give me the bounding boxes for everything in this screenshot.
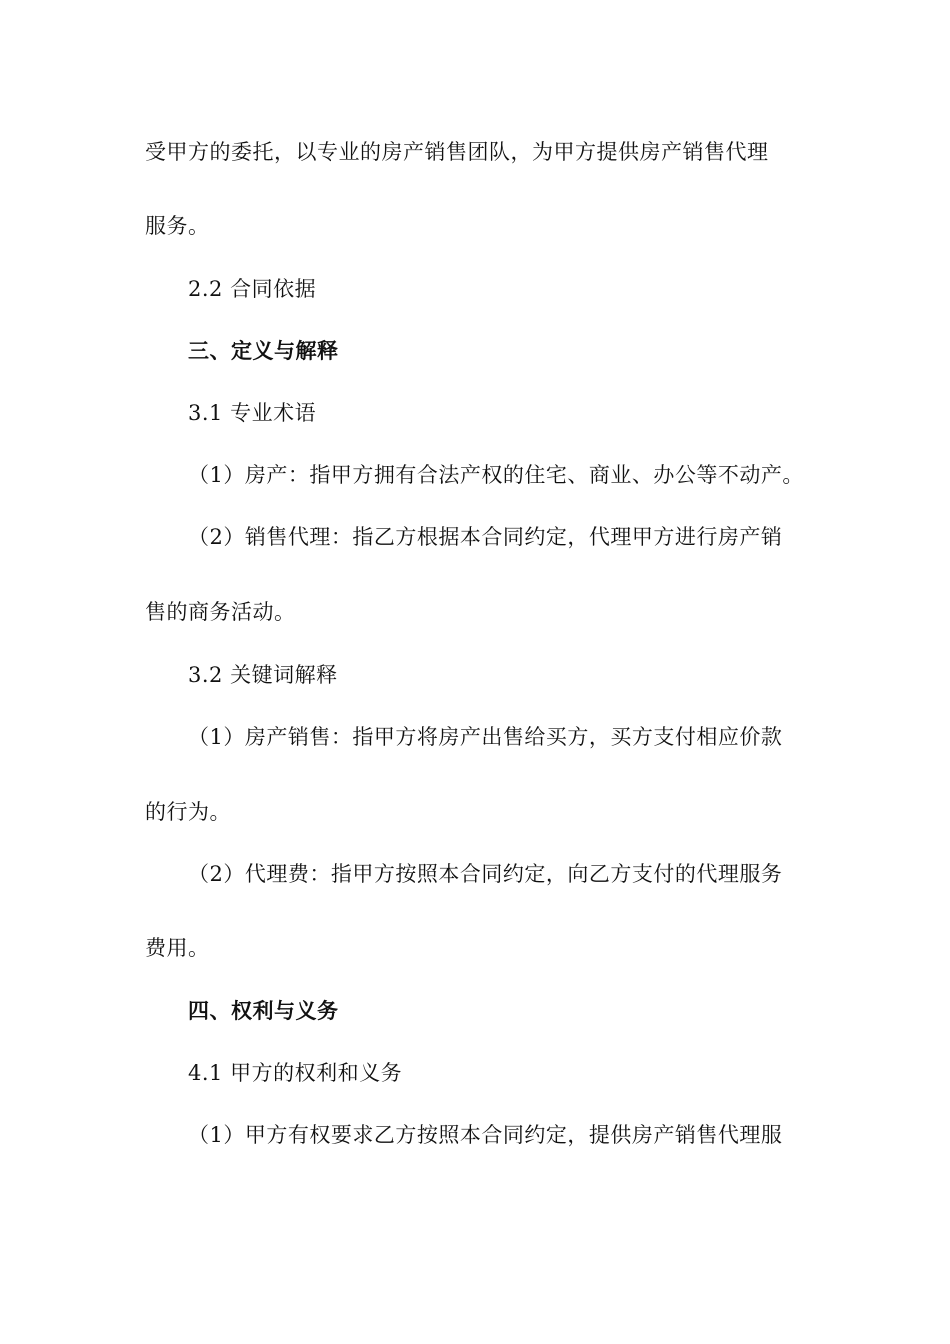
paragraph-line: 服务。 <box>145 214 210 238</box>
subsection-heading: 2.2 合同依据 <box>188 277 317 301</box>
paragraph-line: 的行为。 <box>145 800 231 824</box>
paragraph-line: 受甲方的委托，以专业的房产销售团队，为甲方提供房产销售代理 <box>145 140 769 164</box>
section-heading: 四、权利与义务 <box>188 999 339 1023</box>
subsection-heading: 4.1 甲方的权利和义务 <box>188 1061 403 1085</box>
paragraph-line: （1）房产销售：指甲方将房产出售给买方，买方支付相应价款 <box>188 725 783 749</box>
subsection-heading: 3.1 专业术语 <box>188 401 317 425</box>
paragraph-line: 售的商务活动。 <box>145 600 296 624</box>
subsection-heading: 3.2 关键词解释 <box>188 663 338 687</box>
paragraph-line: （1）甲方有权要求乙方按照本合同约定，提供房产销售代理服 <box>188 1123 783 1147</box>
paragraph-line: （2）代理费：指甲方按照本合同约定，向乙方支付的代理服务 <box>188 862 783 886</box>
paragraph-line: （2）销售代理：指乙方根据本合同约定，代理甲方进行房产销 <box>188 525 783 549</box>
paragraph-line: （1）房产：指甲方拥有合法产权的住宅、商业、办公等不动产。 <box>188 463 804 487</box>
paragraph-line: 费用。 <box>145 936 210 960</box>
section-heading: 三、定义与解释 <box>188 339 339 363</box>
